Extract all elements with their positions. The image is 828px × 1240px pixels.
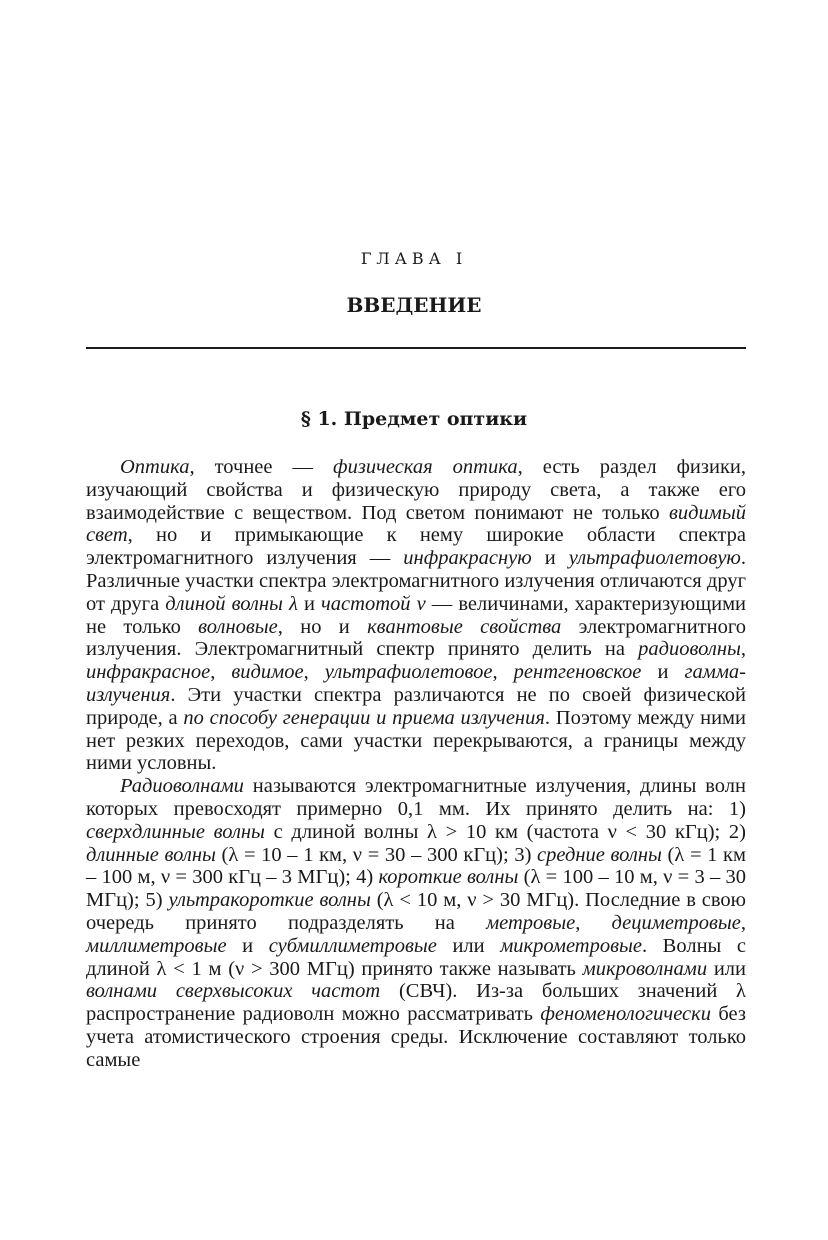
text-run: (λ = 100 – 10 м, ν = 3 – 30 МГц); 5)	[86, 866, 746, 912]
emphasis-text: квантовые свойства	[367, 615, 562, 638]
emphasis-text: инфракрасное	[86, 661, 211, 684]
text-run: ,	[740, 638, 746, 661]
text-run: и	[226, 934, 269, 957]
body-text	[86, 456, 746, 1072]
text-run: , но и примыкающие к нему широкие области спектра электромагнитного излучения —	[86, 524, 746, 570]
emphasis-text: частотой ν	[321, 592, 426, 615]
text-run: (СВЧ). Из-за больших значений λ распространение радиоволн можно рассматривать	[86, 980, 746, 1026]
emphasis-text: волновые	[198, 615, 278, 638]
emphasis-text: по способу генерации и приема излучения	[183, 706, 545, 729]
text-run: ,	[740, 911, 746, 934]
text-run: и	[531, 547, 569, 570]
text-run: ,	[492, 661, 514, 684]
emphasis-text: феноменологически	[540, 1003, 711, 1026]
emphasis-text: короткие волны	[378, 866, 519, 889]
text-run: (λ = 1 км – 100 м, ν = 300 кГц – 3 МГц); 4)	[86, 843, 746, 889]
emphasis-text: длиной волны λ	[165, 592, 298, 615]
text-run: ,	[210, 661, 232, 684]
text-run: и	[297, 592, 322, 615]
emphasis-text: микроволнами	[582, 957, 708, 980]
text-run: , точнее —	[189, 456, 334, 478]
text-run: . Волны с длиной λ < 1 м (ν > 300 МГц) принято также называть	[86, 934, 746, 980]
emphasis-text: ультрафиолетовое	[324, 661, 493, 684]
text-run: и	[641, 661, 685, 684]
emphasis-text: длинные волны	[86, 843, 216, 866]
text-run: называются электромагнитные излучения, длины волн которых превосходят примерно 0,1 мм. Их принято делить на: 1)	[86, 775, 746, 820]
emphasis-text: гамма-излучения	[86, 661, 746, 706]
emphasis-text: ультрафиолетовую	[568, 547, 741, 570]
text-run: . Поэтому между ними нет резких переходов, сами участки перекрываются, а границы между ними условны.	[86, 706, 746, 775]
text-run: электромагнитного излучения. Электромагнитный спектр принято делить на	[86, 615, 746, 661]
text-run: или	[707, 957, 746, 980]
text-run: , есть раздел физики, изучающий свойства и физическую природу света, а также его взаимодействие с веществом. Под светом понимают не только	[86, 456, 746, 524]
text-run: . Различные участки спектра электромагнитного излучения отличаются друг от друга	[86, 547, 746, 615]
text-run: — величинами, характеризующими не только	[86, 592, 747, 638]
emphasis-text: субмиллиметровые	[268, 934, 437, 957]
emphasis-text: средние волны	[537, 843, 662, 866]
chapter-title: ВВЕДЕНИЕ	[346, 293, 482, 317]
section-title: § 1. Предмет оптики	[300, 408, 528, 430]
text-run: с длиной волны λ > 10 км (частота ν < 30 кГц); 2)	[264, 820, 746, 843]
emphasis-text: радиоволны	[638, 638, 741, 661]
emphasis-text: инфракрасную	[403, 547, 532, 570]
text-run: без учета атомистического строения среды. Исключение составляют только самые	[86, 1003, 746, 1071]
paragraph-intro	[86, 456, 746, 775]
emphasis-text: волнами сверхвысоких частот	[86, 980, 381, 1003]
text-run: , но и	[277, 615, 368, 638]
text-run: ,	[575, 911, 612, 934]
emphasis-text: физическая оптика	[333, 456, 518, 478]
paragraph-radio-waves	[86, 775, 746, 1071]
emphasis-text: ультракороткие волны	[168, 889, 371, 912]
emphasis-text: Радиоволнами	[120, 775, 244, 798]
chapter-divider	[86, 347, 746, 349]
emphasis-text: дециметровые	[611, 911, 741, 934]
text-run: ,	[303, 661, 325, 684]
text-run: (λ < 10 м, ν > 30 МГц). Последние в свою очередь принято подразделять на	[86, 889, 746, 934]
chapter-label: ГЛАВА I	[360, 249, 468, 268]
emphasis-text: видимый свет	[86, 501, 746, 547]
emphasis-text: видимое	[231, 661, 304, 684]
text-run: (λ = 10 – 1 км, ν = 30 – 300 кГц); 3)	[215, 843, 538, 866]
emphasis-text: Оптика	[120, 456, 190, 478]
emphasis-text: сверхдлинные волны	[86, 820, 265, 843]
emphasis-text: рентгеновское	[513, 661, 642, 684]
text-run: . Эти участки спектра различаются не по своей физической природе, а	[86, 683, 746, 729]
emphasis-text: метровые	[486, 911, 576, 934]
emphasis-text: миллиметровые	[86, 934, 227, 957]
text-run: или	[436, 934, 501, 957]
emphasis-text: микрометровые	[500, 934, 642, 957]
